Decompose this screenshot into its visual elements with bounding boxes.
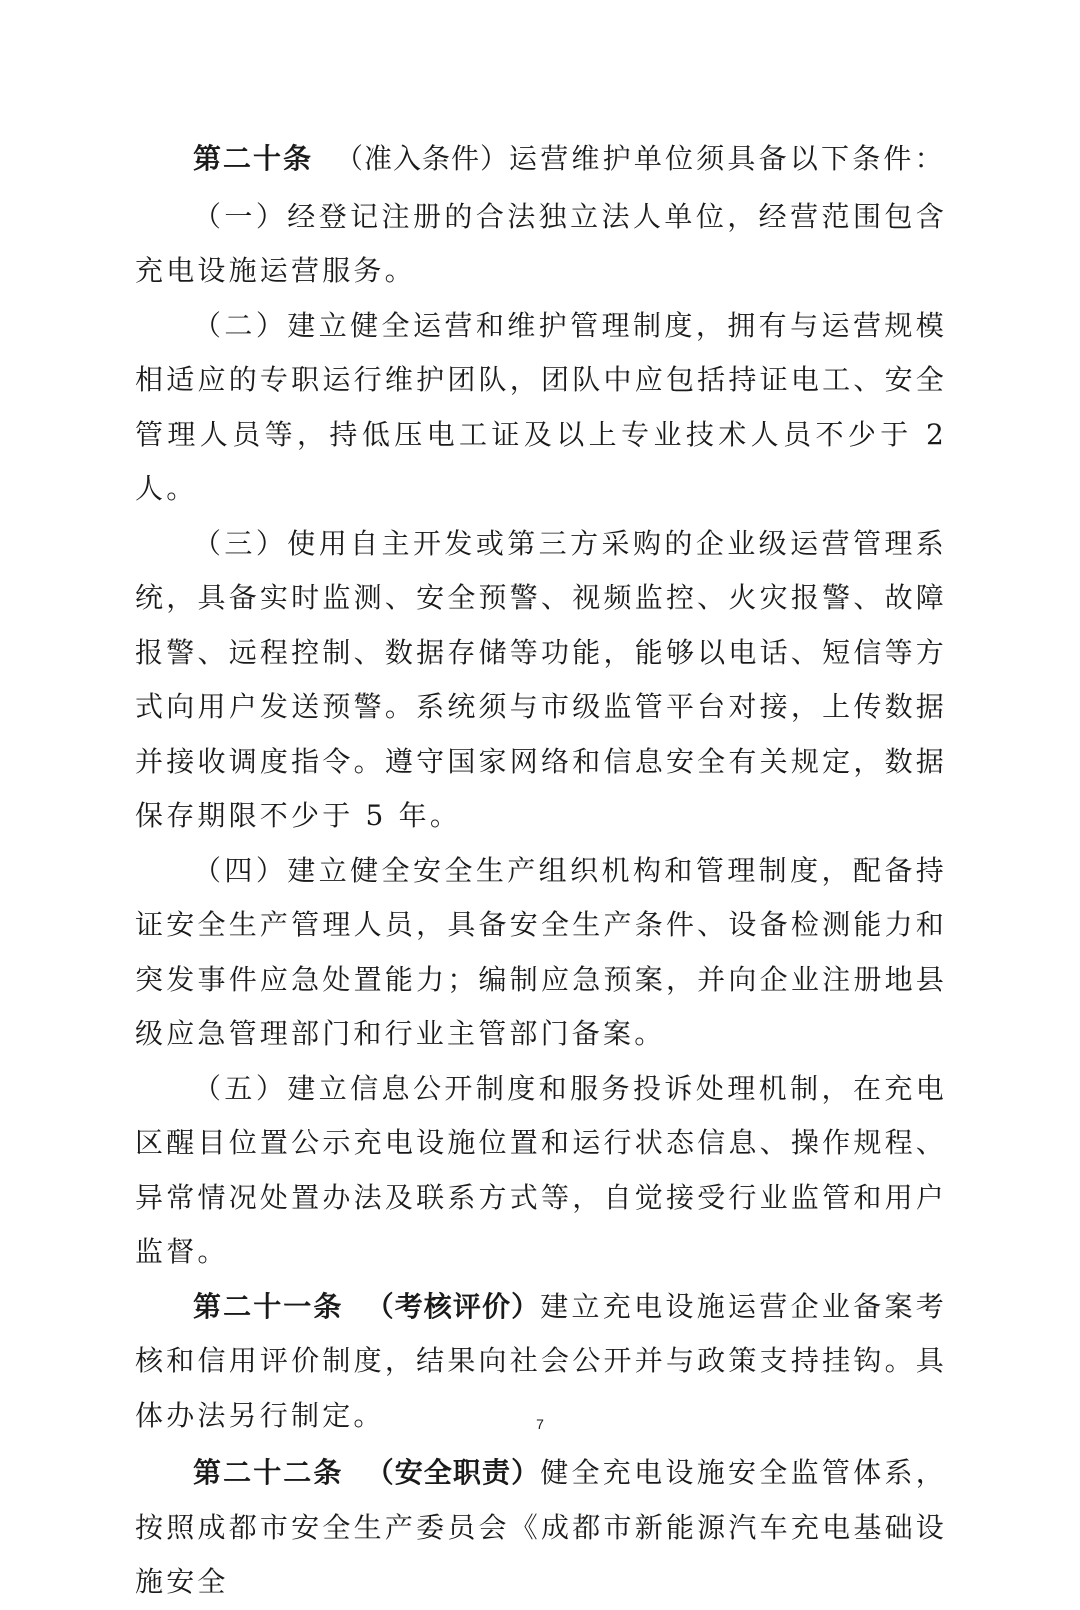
item-5-text: 建立信息公开制度和服务投诉处理机制，在充电区醒目位置公示充电设施位置和运行状态信息、操作规程、异常情况处置办法及联系方式等，自觉接受行业监管和用户监督。 <box>135 1071 947 1268</box>
article-20 <box>135 132 947 187</box>
article-21-title: （考核评价） <box>365 1289 541 1323</box>
item-5 <box>135 1062 947 1280</box>
article-22-title: （安全职责） <box>365 1456 541 1489</box>
item-2 <box>135 299 947 517</box>
item-4 <box>135 844 947 1062</box>
item-1 <box>135 190 947 299</box>
item-4-marker: （四） <box>193 853 288 887</box>
article-21-body: 建立充电设施运营企业备案考核和信用评价制度，结果向社会公开并与政策支持挂钩。具体办法另行制定。 <box>135 1289 947 1432</box>
article-20-body: 运营维护单位须具备以下条件： <box>509 142 946 175</box>
item-3-marker: （三） <box>193 526 288 560</box>
item-3-text: 使用自主开发或第三方采购的企业级运营管理系统，具备实时监测、安全预警、视频监控、火灾报警、故障报警、远程控制、数据存储等功能，能够以电话、短信等方式向用户发送预警。系统须与市级监管平台对接，上传数据并接收调度指令。遵守国家网络和信息安全有关规定，数据保存期限不少于 5 年。 <box>135 526 947 832</box>
item-1-text: 经登记注册的合法独立法人单位，经营范围包含充电设施运营服务。 <box>135 199 947 287</box>
item-4-text: 建立健全安全生产组织机构和管理制度，配备持证安全生产管理人员，具备安全生产条件、设备检测能力和突发事件应急处置能力；编制应急预案，并向企业注册地县级应急管理部门和行业主管部门备案。 <box>135 853 947 1050</box>
article-20-heading: 第二十条 <box>193 142 314 175</box>
document-body <box>135 132 947 1610</box>
item-5-marker: （五） <box>193 1071 288 1105</box>
item-2-text: 建立健全运营和维护管理制度，拥有与运营规模相适应的专职运行维护团队，团队中应包括持证电工、安全管理人员等，持低压电工证及以上专业技术人员不少于 2 人。 <box>135 308 947 505</box>
page-number: 7 <box>536 1416 544 1432</box>
article-22-body: 健全充电设施安全监管体系，按照成都市安全生产委员会《成都市新能源汽车充电基础设施安全 <box>135 1456 947 1598</box>
item-1-marker: （一） <box>193 199 288 233</box>
item-3 <box>135 517 947 844</box>
article-20-title: （准入条件） <box>335 142 510 175</box>
article-22 <box>135 1446 947 1610</box>
article-21-heading: 第二十一条 <box>193 1289 344 1323</box>
article-22-heading: 第二十二条 <box>193 1456 344 1489</box>
item-2-marker: （二） <box>193 308 288 342</box>
